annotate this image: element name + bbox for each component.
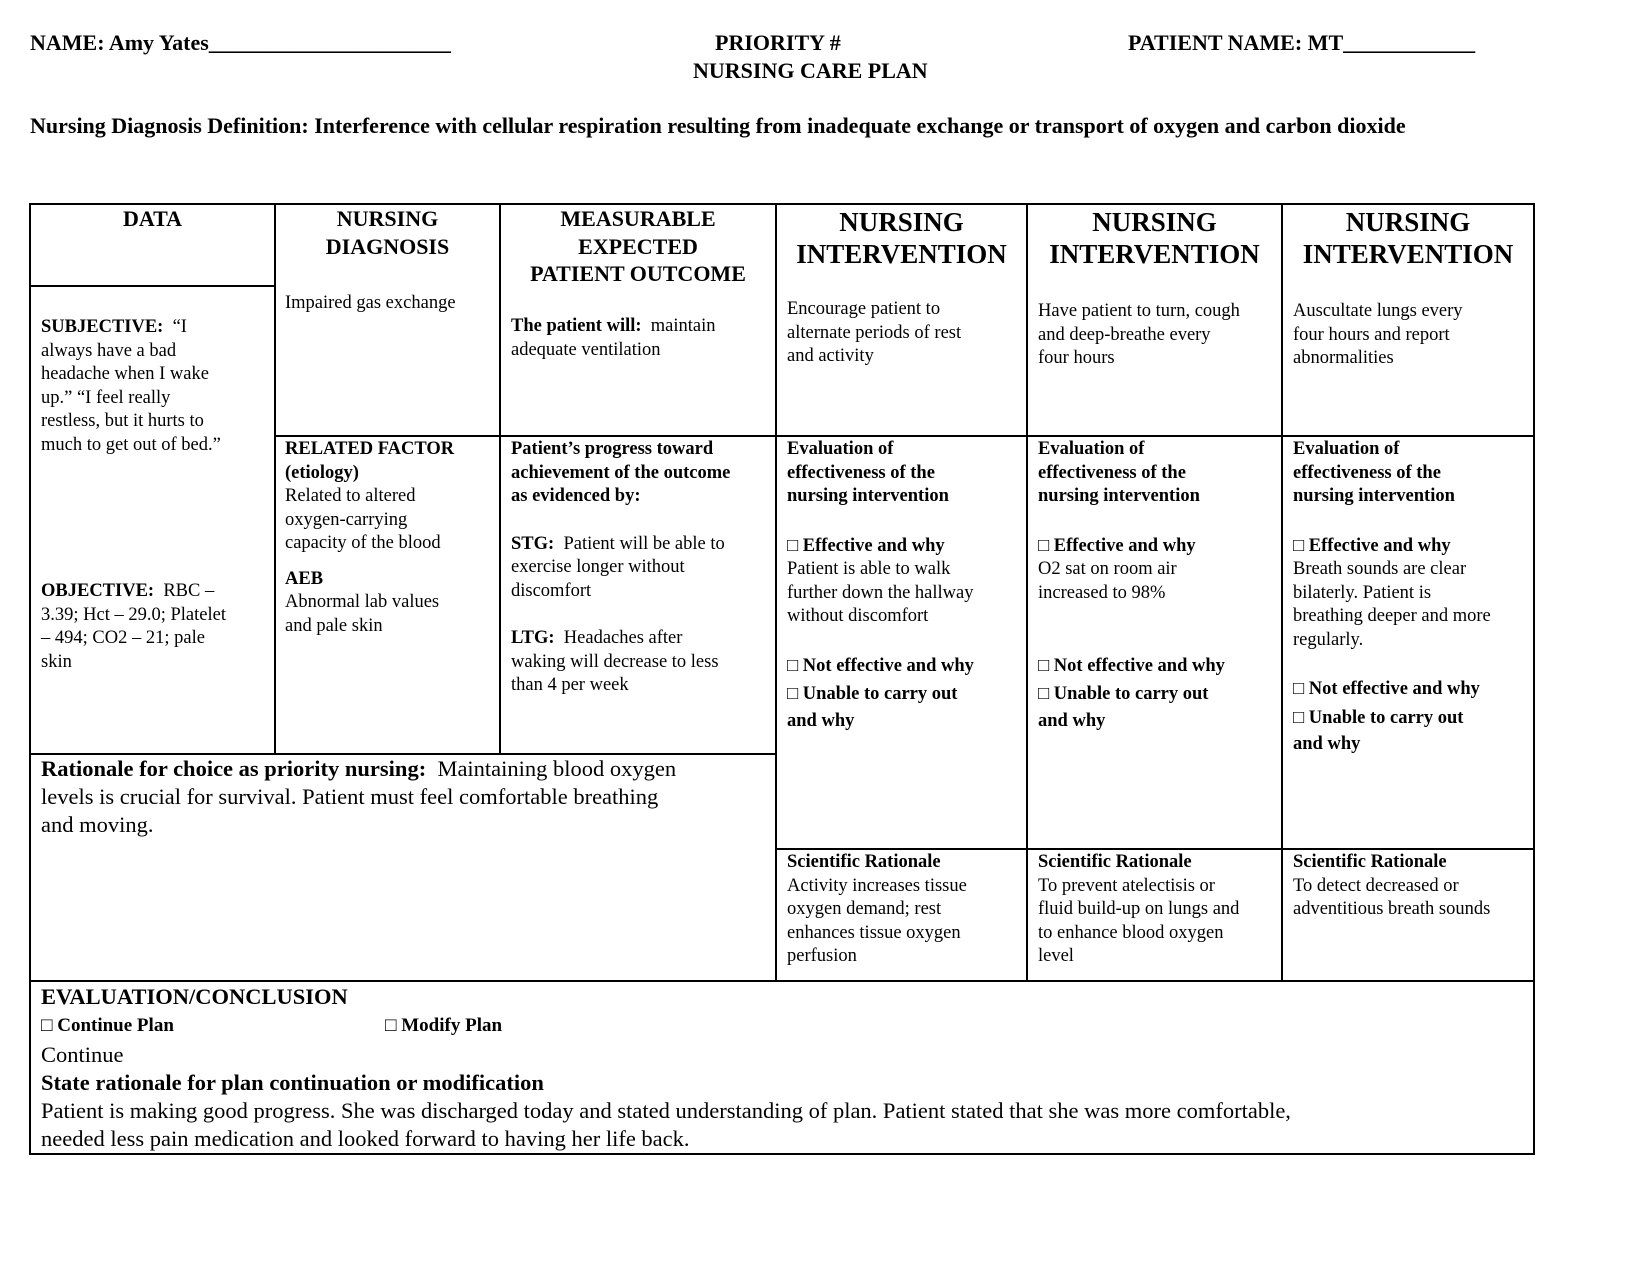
objective-line: RBC – [163,581,215,601]
rationale-line: fluid build-up on lungs and [1038,899,1240,919]
unable-checkbox-text: and why [1293,734,1361,754]
objective-line: 3.39; Hct – 29.0; Platelet [41,604,226,625]
patient-progress [511,438,773,698]
diagnosis-definition: Nursing Diagnosis Definition: Interference with cellular respiration resulting from inadequate exchange or transport of oxygen and carbon dioxide [30,113,1406,138]
col-header-intervention-line: NURSING [1345,207,1471,237]
scientific-rationale-label: Scientific Rationale [787,852,941,872]
col-header-data: DATA [122,206,183,231]
subjective-line: “I [172,317,187,337]
effective-text: Patient is able to walk [787,559,951,579]
intervention-2-rationale [1038,851,1278,969]
col-header-intervention-2 [1028,206,1281,271]
priority-rationale-line: and moving. [41,812,154,837]
objective-label: OBJECTIVE: [41,581,155,601]
col-header-diagnosis [276,205,499,260]
ltg-line: waking will decrease to less [511,651,719,672]
col-header-intervention-1 [777,206,1026,271]
subjective-line: always have a bad [41,340,177,361]
priority-rationale [41,755,774,839]
effective-text: bilaterly. Patient is [1293,582,1432,603]
related-factor-label: (etiology) [285,462,359,483]
rationale-line: enhances tissue oxygen [787,922,961,943]
col-header-outcome-line: PATIENT OUTCOME [530,261,746,286]
intervention-1-evaluation [787,438,1023,733]
evaluation-choice: Continue [41,1042,124,1067]
rationale-line: adventitious breath sounds [1293,899,1491,919]
evaluation-label: Evaluation of [787,439,894,459]
not-effective-checkbox[interactable]: □ Not effective and why [1293,679,1480,699]
not-effective-checkbox[interactable]: □ Not effective and why [787,655,974,676]
effective-text: O2 sat on room air [1038,559,1177,579]
state-rationale-label: State rationale for plan continuation or modification [41,1070,544,1095]
related-factor-line: capacity of the blood [285,533,441,553]
intervention-line: and activity [787,346,874,366]
col-header-intervention-3 [1283,206,1533,271]
rationale-line: to enhance blood oxygen [1038,922,1224,943]
effective-text: regularly. [1293,629,1364,650]
evaluation-label: nursing intervention [1038,486,1200,506]
unable-checkbox-text: and why [787,710,855,731]
priority-rationale-line: levels is crucial for survival. Patient must feel comfortable breathing [41,784,659,809]
stg-line: Patient will be able to [563,533,725,554]
progress-label: achievement of the outcome [511,462,731,483]
progress-label: as evidenced by: [511,486,641,506]
related-factor [285,438,497,638]
col-header-outcome-line: MEASURABLE [560,206,716,231]
scientific-rationale-label: Scientific Rationale [1038,852,1192,872]
intervention-2-evaluation [1038,438,1278,733]
unable-checkbox[interactable]: □ Unable to carry out [787,684,958,704]
evaluation-label: nursing intervention [787,486,949,506]
expected-outcome [511,315,773,362]
ltg-line: Headaches after [563,628,683,648]
scientific-rationale-label: Scientific Rationale [1293,852,1447,872]
effective-text: increased to 98% [1038,582,1166,603]
intervention-3-rationale [1293,851,1531,922]
rationale-line: level [1038,946,1074,966]
objective-data [41,580,271,674]
col-header-intervention-line: NURSING [839,207,964,237]
rationale-line: Activity increases tissue [787,875,967,896]
aeb-label: AEB [285,568,324,589]
effective-text: without discomfort [787,606,929,626]
evaluation-line: Patient is making good progress. She was discharged today and stated understanding of plan. Patient stated that she was more comfortable, [41,1098,1291,1123]
effective-checkbox[interactable]: □ Effective and why [1293,535,1451,556]
rationale-line: perfusion [787,946,857,966]
effective-text: Breath sounds are clear [1293,559,1467,579]
evaluation-title: EVALUATION/CONCLUSION [41,984,348,1009]
col-header-outcome-line: EXPECTED [578,233,698,259]
evaluation-label: effectiveness of the [1293,462,1441,483]
intervention-2-text [1038,300,1278,371]
intervention-line: Auscultate lungs every [1293,301,1463,321]
col-header-intervention-line: INTERVENTION [796,239,1007,270]
col-header-diagnosis-line: DIAGNOSIS [325,233,450,259]
related-factor-label: RELATED FACTOR [285,439,455,459]
intervention-3-evaluation [1293,438,1531,757]
diagnosis-text: Impaired gas exchange [285,293,456,313]
patient-name: PATIENT NAME: MT____________ [1128,30,1476,55]
col-header-outcome [501,205,775,288]
objective-line: skin [41,651,72,672]
intervention-line: Have patient to turn, cough [1038,301,1240,321]
student-name: NAME: Amy Yates______________________ [30,30,451,55]
stg-label: STG: [511,533,555,554]
col-header-intervention-line: INTERVENTION [1049,239,1260,270]
col-header-intervention-line: NURSING [1092,207,1217,237]
priority-rationale-line: Maintaining blood oxygen [437,756,677,781]
subjective-label: SUBJECTIVE: [41,317,164,337]
related-factor-line: Related to altered [285,486,416,506]
effective-text: further down the hallway [787,582,974,603]
subjective-line: much to get out of bed.” [41,434,221,455]
outcome-label: The patient will: [511,316,642,336]
ltg-line: than 4 per week [511,675,629,695]
unable-checkbox-text: and why [1038,710,1106,731]
priority-label: PRIORITY # [715,30,841,55]
stg-line: discomfort [511,580,592,601]
intervention-3-text [1293,300,1531,371]
aeb-line: Abnormal lab values [285,592,440,612]
evaluation-label: Evaluation of [1293,439,1400,459]
subjective-line: up.” “I feel really [41,387,171,408]
effective-checkbox[interactable]: □ Effective and why [787,535,945,556]
rationale-line: oxygen demand; rest [787,899,942,919]
objective-line: – 494; CO2 – 21; pale [41,628,205,648]
subjective-data [41,316,271,457]
priority-rationale-label: Rationale for choice as priority nursing: [41,756,427,781]
evaluation-conclusion [41,983,1531,1153]
outcome-line: maintain [650,316,716,336]
intervention-line: four hours and report [1293,324,1450,345]
not-effective-checkbox[interactable]: □ Not effective and why [1038,655,1225,676]
modify-plan-checkbox[interactable]: □ Modify Plan [385,1015,503,1036]
effective-text: breathing deeper and more [1293,606,1491,626]
progress-label: Patient’s progress toward [511,439,714,459]
evaluation-label: effectiveness of the [787,462,935,483]
intervention-1-rationale [787,851,1023,969]
ltg-label: LTG: [511,628,555,648]
stg-line: exercise longer without [511,557,685,577]
unable-checkbox[interactable]: □ Unable to carry out [1293,707,1464,728]
intervention-line: alternate periods of rest [787,322,962,343]
rationale-line: To detect decreased or [1293,875,1459,896]
col-header-diagnosis-line: NURSING [336,206,439,231]
intervention-line: Encourage patient to [787,299,941,319]
subjective-line: restless, but it hurts to [41,411,204,431]
intervention-line: abnormalities [1293,348,1394,368]
intervention-1-text [787,298,1023,369]
intervention-line: four hours [1038,348,1115,368]
evaluation-label: nursing intervention [1293,486,1455,506]
rationale-line: To prevent atelectisis or [1038,875,1215,896]
col-header-intervention-line: INTERVENTION [1302,239,1514,270]
effective-checkbox[interactable]: □ Effective and why [1038,535,1196,556]
subjective-line: headache when I wake [41,364,209,384]
evaluation-label: effectiveness of the [1038,462,1186,483]
evaluation-line: needed less pain medication and looked forward to having her life back. [41,1126,690,1151]
aeb-line: and pale skin [285,615,383,636]
intervention-line: and deep-breathe every [1038,324,1211,345]
outcome-line: adequate ventilation [511,339,661,360]
page-title: NURSING CARE PLAN [693,58,928,83]
evaluation-label: Evaluation of [1038,439,1145,459]
continue-plan-checkbox[interactable]: □ Continue Plan [41,1015,174,1036]
unable-checkbox[interactable]: □ Unable to carry out [1038,684,1209,704]
related-factor-line: oxygen-carrying [285,509,408,530]
